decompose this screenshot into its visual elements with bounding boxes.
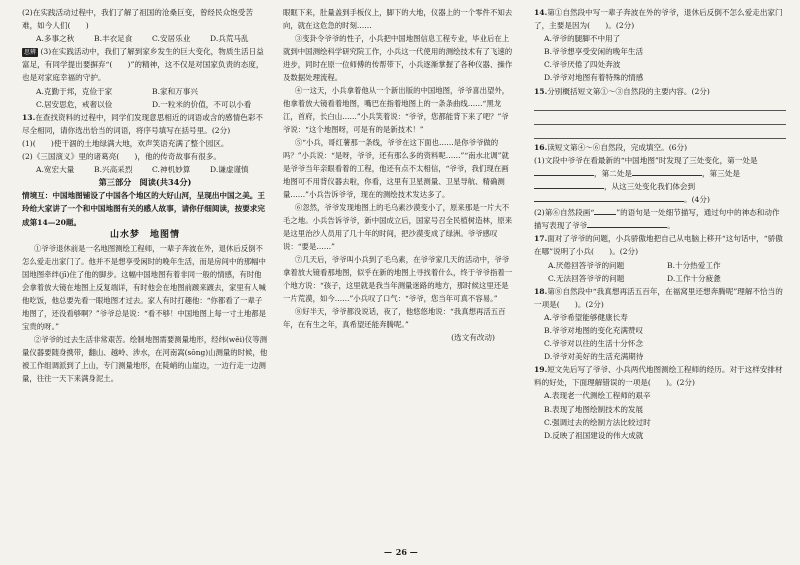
question-top-3-options bbox=[22, 85, 268, 111]
question-number: 18. bbox=[534, 286, 548, 296]
option: B.兴高采烈 bbox=[94, 165, 133, 175]
page-number: — 26 — bbox=[384, 547, 419, 557]
question-18: 18.第⑧自然段中“我真想再活五百年，在福窝里还想奔腾呢”理解不恰当的一项是( )。(2分) bbox=[534, 286, 783, 309]
option: C.无法回答爷爷的问题 bbox=[548, 273, 625, 283]
question-number: 19. bbox=[534, 365, 548, 375]
option: D.一粒米的价值，不可以小看 bbox=[152, 99, 252, 109]
option: C.爷爷厌倦了四处奔波 bbox=[544, 60, 621, 70]
question-number: 14. bbox=[534, 8, 548, 17]
option: C.神机妙算 bbox=[152, 165, 191, 175]
blank-line[interactable] bbox=[534, 167, 594, 176]
question-13-1: (1)( )使干涸的土地绿满大地，欢声笑语充满了整个园区。 bbox=[22, 138, 229, 148]
question-17: 17.面对了爷爷的问题，小兵骄傲地把自己从电脑上移开“这句话中，“骄傲在哪”说明了小兵( )。(2分) bbox=[534, 234, 783, 257]
option: A.表现老一代测绘工程师的艰辛 bbox=[544, 391, 651, 401]
story-paragraph-3: ③变卦令爷爷的性子，小兵把中国地图信息工程专业，毕业后在上就到中国测绘科学研究院工作，小兵这一代使用的测绘技术有了飞速的进步，同时在原一位师傅的传帮带下，小兵逐渐掌握了各种仪器、操作及数据处理流程。 bbox=[283, 34, 513, 82]
question-13-2: (2)《三国演义》里的诸葛亮( )，他的传奇故事有很多。 bbox=[22, 152, 221, 162]
option: D.爷爷对地图有着特殊的情感 bbox=[544, 73, 644, 83]
blank-line[interactable] bbox=[632, 167, 702, 176]
question-13: 13.在查找资料的过程中，同学们发现意思相近的词语或含的感情色彩不尽全相同，请你选出恰当的词语，将序号填写在括号里。(2分) bbox=[22, 112, 264, 135]
story-paragraph-2-continued: 眼眶下来，肚量盖到手板仪上，脚下的大地，仪器上的一个零件不知去向，就在这危急的时刻…… bbox=[283, 8, 513, 30]
option: A.宽宏大量 bbox=[36, 165, 75, 175]
column-left bbox=[22, 6, 268, 536]
question-19: 19.短文先后写了爷爷、小兵两代地图测绘工程师的经历。对于这样安排材料的好处，下面理解错误的一项是( )。(2分) bbox=[534, 365, 783, 388]
question-top-2: (2)在实践活动过程中，我们了解了祖国的沧桑巨变，曾经民众饱受苦难，如今人们( ) bbox=[22, 8, 253, 31]
question-13-options bbox=[22, 163, 268, 176]
question-top-2-options bbox=[22, 32, 268, 45]
option: D.工作十分疲惫 bbox=[667, 273, 721, 283]
option: C.居安思危，戒奢以俭 bbox=[36, 99, 113, 109]
option: B.丰衣足食 bbox=[94, 34, 133, 44]
option: B.家和万事兴 bbox=[152, 86, 198, 96]
option: C.强调过去的绘制方法比较过时 bbox=[544, 417, 651, 427]
option: D.反映了祖国建设的伟大成就 bbox=[544, 430, 644, 440]
answer-line[interactable] bbox=[534, 127, 786, 139]
option: D.谦虚谨慎 bbox=[210, 165, 249, 175]
question-number: 17. bbox=[534, 234, 548, 244]
option: A.厌倦回答爷爷的问题 bbox=[548, 260, 625, 270]
answer-line[interactable] bbox=[534, 113, 786, 125]
story-title: 山水梦 地图情 bbox=[109, 229, 180, 240]
answer-line[interactable] bbox=[534, 99, 786, 111]
option: B.爷爷想享受安闲的晚年生活 bbox=[544, 47, 644, 57]
section-title: 第三部分 阅读(共34分) bbox=[98, 177, 192, 188]
option: C.安居乐业 bbox=[152, 34, 191, 44]
story-paragraph-8: ⑧好半天，爷爷都没说话，夜了，他悠悠地说：“我真想再活五百年，在有生之年，真希望还能奔腾呢。” bbox=[283, 307, 506, 329]
question-number: 15. bbox=[534, 86, 548, 96]
option: C.爷爷对以往的生活十分怀念 bbox=[544, 339, 644, 349]
question-16: 16.读短文第④～⑥自然段，完成填空。(6分) bbox=[534, 142, 688, 152]
option: B.爷爷对地图的变化充满赞叹 bbox=[544, 325, 644, 335]
option: D.爷爷对美好的生活充满期待 bbox=[544, 352, 644, 362]
option: A.克勤于邦，克俭于家 bbox=[36, 86, 113, 96]
situation-intro: 情境互：中国地图铺设了中国各个地区的大好山河，呈现出中国之美。王玲给大家讲了一个和中国地图有关的感人故事，请你仔细阅读，按要求完成第14—20题。 bbox=[22, 191, 265, 227]
option: A.爷爷希望能够健康长寿 bbox=[544, 312, 628, 322]
story-paragraph-7: ⑦几天后，爷爷叫小兵到了毛乌素，在爷爷家几天的活动中，爷爷拿着放大镜看那地图，似乎在新的地图上寻找着什么，终于爷爷指着一个地方说：“孩子，这里就是我当年测量迷路的地方，那时候这里还是一片荒漠，如今……”小兵叹了口气：“爷爷，您当年可真不容易。” bbox=[283, 255, 513, 303]
story-paragraph-2: ②爷爷的过去生活非常艰苦。绘制地图需要测量地形，经纬(wěi)仪等测量仪器要随身携带，翻山、越岭、涉水，在河南嵩(sōng)山测量的时候，他被工作组调派到了上山，专门测量地形，在陡峭的山崖边，一边行走一边测量，往往一天下来满身泥土。 bbox=[22, 334, 268, 383]
question-number: 13. bbox=[22, 112, 36, 122]
source-note: (选文有改动) bbox=[451, 333, 495, 342]
blank-line[interactable] bbox=[587, 219, 667, 228]
question-17-options bbox=[534, 259, 786, 285]
story-paragraph-1: ①爷爷退休前是一名地图测绘工程师，一辈子奔波在外，退休后反倒不怎么爱走出家门了。他并不是想享受闲时的晚年生活，而是房间中的那幅中国地图牵绊(jī)住了他的脚步。这幅中国地图有着非同一般的情感，有时他会拿着放大镜在地图上反复端详，有时他会在地图前踱来踱去，家里有人喊他吃饭，他总要先看一眼地图才过去。家人有时打趣他：“你都看了一辈子地图了，还没看够啊？”爷爷总是说：“看不够！中国地图上每一寸土地都是宝贵的呀。” bbox=[22, 243, 267, 331]
option: B.表现了地图绘制技术的发展 bbox=[544, 404, 644, 414]
question-16-1: (1)文段中爷爷在看最新的“中国地图”时发现了三处变化，第一处是，第二处是 ，第三处是，从这三处变化我们体会到。(4分) bbox=[534, 155, 758, 205]
column-right bbox=[534, 6, 786, 536]
blank-line[interactable] bbox=[534, 180, 604, 189]
story-paragraph-6: ⑥忽然，爷爷发现地图上的毛乌素沙漠变小了，原来那是一片大不毛之地。小兵告诉爷爷，新中国成立后，国家号召全民植树造林，原来是这里治沙人员用了几十年的时间，把沙漠变成了绿洲。爷爷感叹说：“要是……” bbox=[283, 203, 513, 251]
option: D.兵荒马乱 bbox=[210, 34, 249, 44]
question-top-3: 思辨 (3)在实践活动中，我们了解到家乡发生的巨大变化，物质生活日益富足，有同学提出要摒弃“( )”的精神，这不仅是对国家负责的态度，也是对家庭幸福的守护。 bbox=[22, 47, 264, 83]
thinking-tag: 思辨 bbox=[24, 49, 37, 57]
column-middle bbox=[283, 6, 515, 526]
blank-line[interactable] bbox=[534, 193, 684, 202]
story-paragraph-4: ④一这天，小兵拿着他从一个新出版的中国地图，爷爷喜出望外，他拿着放大镜看着地图，嘴巴在指着地图上的一条条曲线……“黑龙江，首府，长白山……”小兵笑着说：“爷爷，您都能背下来了吧？”爷爷说：“这个地图呀，可是有的是新技术！” bbox=[283, 86, 510, 134]
option: A.多事之秋 bbox=[36, 34, 75, 44]
question-16-2: (2)第⑥自然段画“ ”的语句是一处细节描写，通过句中的神态和动作描写表现了爷爷 。 bbox=[534, 208, 780, 231]
story-paragraph-5: ⑤“小兵，哥红薯那一条线，爷爷在这下面也……是你爷爷做的吗？”小兵说：“是呀，爷爷，还有那么多的资料呢……”“南水北调”就是爷爷当年亲眼看着的工程，他还有点不太相信，“爷爷，我们现在画地图可不用背仪器去啦，你看，这里有卫星测量、卫星导航、精确测量……”小兵告诉爷爷，现在的测绘技术发达多了。 bbox=[283, 138, 509, 199]
question-number: 16. bbox=[534, 142, 548, 152]
question-15: 15.分别概括短文第①～③自然段的主要内容。(2分) bbox=[534, 86, 710, 96]
option: B.十分热爱工作 bbox=[667, 260, 721, 270]
blank-line[interactable] bbox=[594, 206, 616, 215]
question-14: 14.第①自然段中写一辈子奔波在外的爷爷，退休后反倒不怎么爱走出家门了，主要是因为( )。(2分) bbox=[534, 8, 783, 31]
option: A.爷爷的腿脚不中用了 bbox=[544, 34, 621, 44]
